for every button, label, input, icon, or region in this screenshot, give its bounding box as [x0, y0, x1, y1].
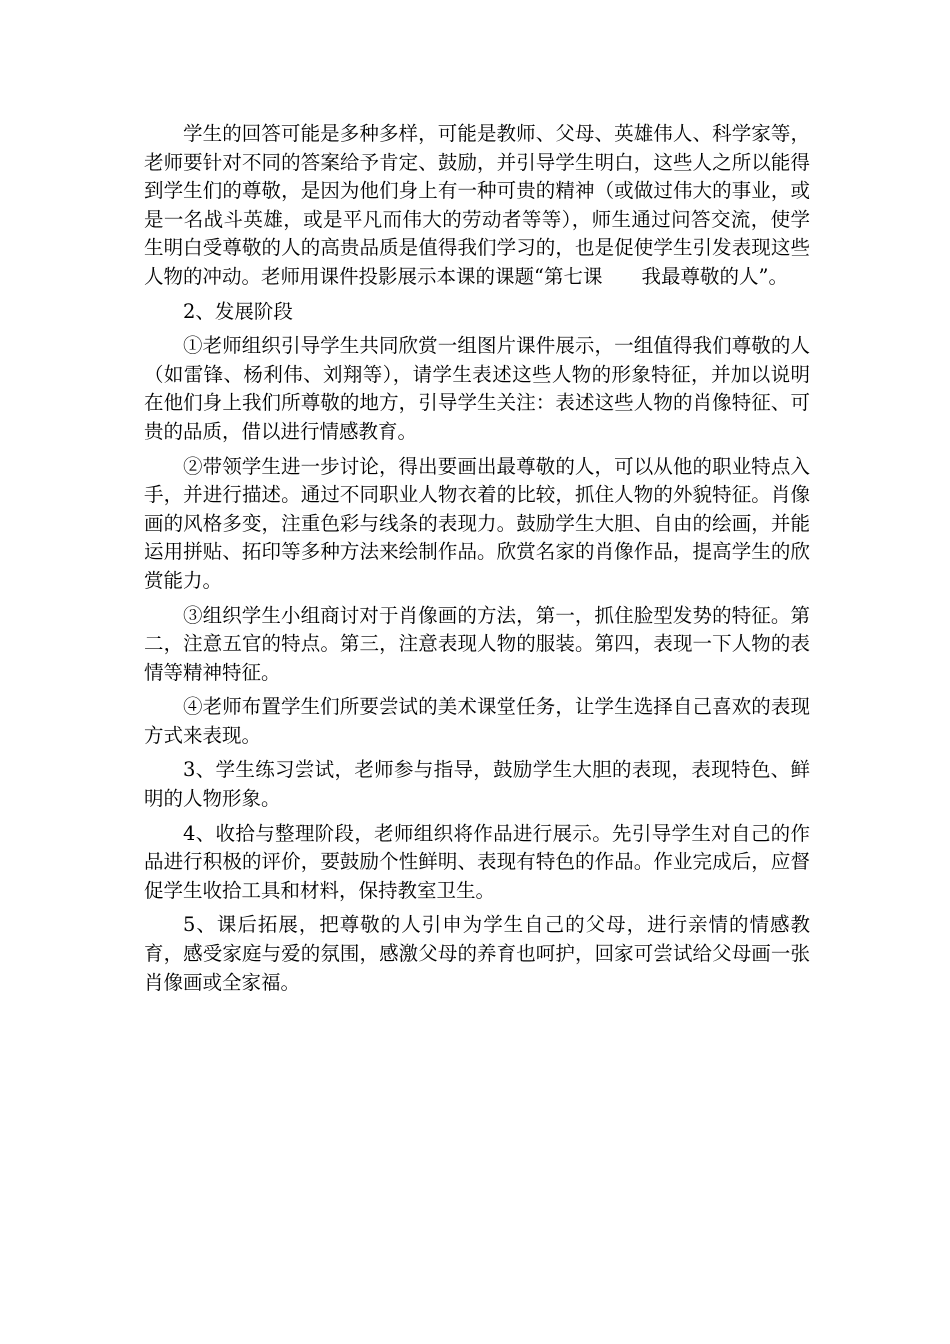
paragraph-step-4: ④老师布置学生们所要尝试的美术课堂任务，让学生选择自己喜欢的表现方式来表现。 — [144, 695, 810, 747]
paragraph-development-heading: 2、发展阶段 — [183, 299, 293, 323]
paragraph-practice: 3、学生练习尝试，老师参与指导，鼓励学生大胆的表现，表现特色、鲜明的人物形象。 — [144, 758, 810, 811]
paragraph-extension: 5、课后拓展，把尊敬的人引申为学生自己的父母，进行亲情的情感教育，感受家庭与爱的氛围，感激父母的养育也呵护，回家可尝试给父母画一张肖像画或全家福。 — [144, 913, 810, 994]
paragraph-student-answers: 学生的回答可能是多种多样，可能是教师、父母、英雄伟人、科学家等，老师要针对不同的答案给予肯定、鼓励，并引导学生明白，这些人之所以能得到学生们的尊敬，是因为他们身上有一种可贵的精神（或做过伟大的事业，或是一名战斗英雄，或是平凡而伟大的劳动者等等），师生通过问答交流，使学生明白受尊敬的人的高贵品质是值得我们学习的，也是促使学生引发表现这些人物的冲动。老师用课件投影展示本课的课题“第七课 我最尊敬的人”。 — [144, 122, 810, 288]
paragraph-step-2: ②带领学生进一步讨论，得出要画出最尊敬的人，可以从他的职业特点入手，并进行描述。通过不同职业人物衣着的比较，抓住人物的外貌特征。肖像画的风格多变，注重色彩与线条的表现力。鼓励学生大胆、自由的绘画，并能运用拼贴、拓印等多种方法来绘制作品。欣赏名家的肖像作品，提高学生的欣赏能力。 — [144, 454, 810, 592]
paragraph-step-1: ①老师组织引导学生共同欣赏一组图片课件展示，一组值得我们尊敬的人（如雷锋、杨利伟、刘翔等），请学生表述这些人物的形象特征，并加以说明在他们身上我们所尊敬的地方，引导学生关注：表述这些人物的肖像特征、可贵的品质，借以进行情感教育。 — [144, 334, 810, 443]
document-body — [144, 120, 810, 1003]
paragraph-cleanup: 4、收拾与整理阶段，老师组织将作品进行展示。先引导学生对自己的作品进行积极的评价，要鼓励个性鲜明、表现有特色的作品。作业完成后，应督促学生收拾工具和材料，保持教室卫生。 — [144, 821, 810, 902]
paragraph-step-3: ③组织学生小组商讨对于肖像画的方法，第一，抓住脸型发势的特征。第二，注意五官的特点。第三，注意表现人物的服装。第四，表现一下人物的表情等精神特征。 — [144, 603, 810, 684]
